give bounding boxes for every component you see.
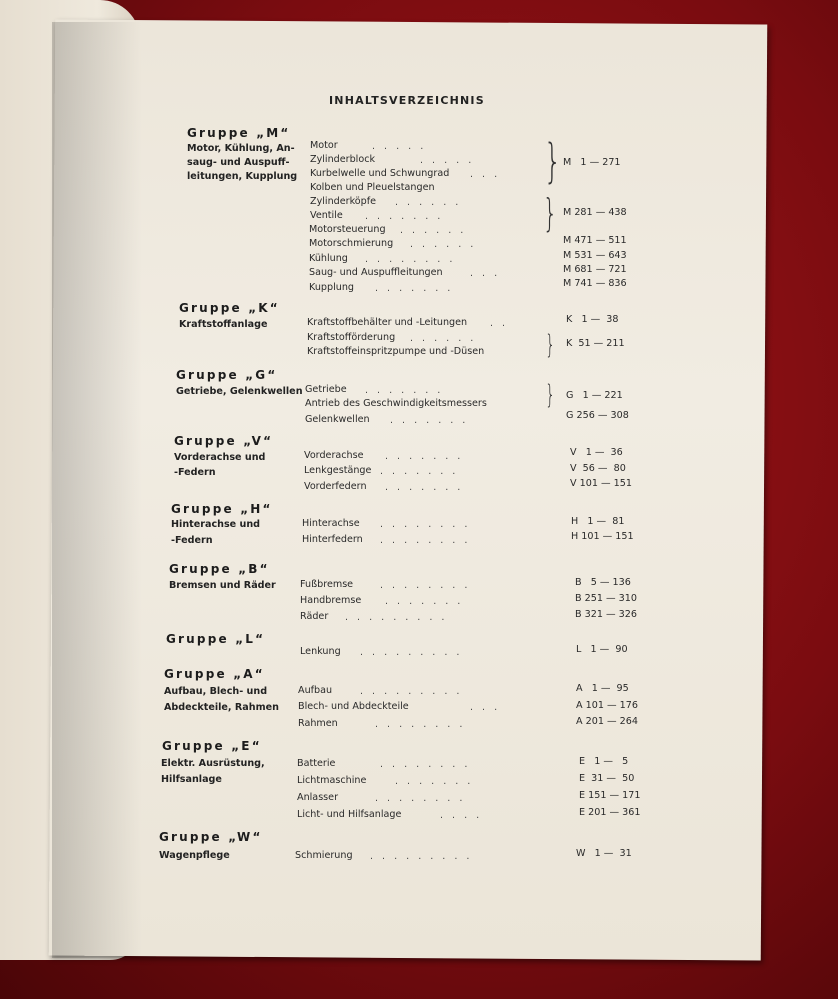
toc-item: Blech- und Abdeckteile bbox=[298, 701, 409, 712]
group-title-k: Gruppe „K“ bbox=[179, 301, 280, 315]
toc-item: Batterie bbox=[297, 758, 336, 769]
leader-dots: ........ bbox=[365, 254, 462, 265]
toc-ref: E 201 — 361 bbox=[579, 807, 641, 818]
toc-ref: B 321 — 326 bbox=[575, 609, 637, 620]
group-desc-w-1: Wagenpflege bbox=[159, 850, 230, 861]
toc-item: Vorderachse bbox=[304, 450, 364, 461]
leader-dots: ..... bbox=[420, 155, 481, 166]
leader-dots: ........ bbox=[380, 580, 477, 591]
toc-item: Vorderfedern bbox=[304, 481, 367, 492]
group-title-g: Gruppe „G“ bbox=[176, 368, 278, 382]
toc-ref: A 101 — 176 bbox=[576, 700, 638, 711]
leader-dots: ....... bbox=[375, 283, 460, 294]
toc-ref: B 251 — 310 bbox=[575, 593, 637, 604]
leader-dots: ....... bbox=[380, 466, 465, 477]
toc-ref: M 531 — 643 bbox=[563, 250, 627, 261]
toc-item: Kraftstoffeinspritzpumpe und -Düsen bbox=[307, 346, 485, 357]
group-desc-h-1: Hinterachse und bbox=[171, 519, 261, 530]
leader-dots: ...... bbox=[410, 333, 483, 344]
leader-dots: ...... bbox=[400, 225, 473, 236]
toc-ref: G 256 — 308 bbox=[566, 410, 629, 421]
toc-ref: A 201 — 264 bbox=[576, 716, 638, 727]
leader-dots: ........ bbox=[380, 535, 477, 546]
toc-item: Saug- und Auspuffleitungen bbox=[309, 267, 443, 278]
toc-item: Lenkgestänge bbox=[304, 465, 372, 476]
group-desc-a-2: Abdeckteile, Rahmen bbox=[164, 702, 279, 713]
group-title-e: Gruppe „E“ bbox=[162, 739, 262, 753]
leader-dots: ........ bbox=[380, 519, 477, 530]
group-title-l: Gruppe „L“ bbox=[166, 632, 266, 646]
brace: } bbox=[545, 380, 556, 410]
toc-item: Zylinderköpfe bbox=[310, 196, 377, 207]
leader-dots: ....... bbox=[365, 211, 450, 222]
leader-dots: .. bbox=[490, 318, 515, 329]
group-desc-e-1: Elektr. Ausrüstung, bbox=[161, 758, 265, 769]
leader-dots: ....... bbox=[395, 776, 480, 787]
group-title-m: Gruppe „M“ bbox=[187, 126, 291, 140]
leader-dots: ... bbox=[470, 268, 507, 279]
toc-item: Räder bbox=[300, 611, 329, 622]
toc-item: Motorschmierung bbox=[309, 238, 394, 249]
toc-ref: M 681 — 721 bbox=[563, 264, 627, 275]
leader-dots: ........ bbox=[380, 759, 477, 770]
toc-ref: B 5 — 136 bbox=[575, 577, 631, 588]
toc-item: Rahmen bbox=[298, 718, 338, 729]
leader-dots: ........ bbox=[375, 793, 472, 804]
toc-item: Kolben und Pleuelstangen bbox=[310, 182, 435, 193]
group-title-w: Gruppe „W“ bbox=[159, 830, 263, 844]
leader-dots: ...... bbox=[410, 239, 483, 250]
leader-dots: ....... bbox=[385, 451, 470, 462]
leader-dots: ......... bbox=[370, 851, 479, 862]
page-title: INHALTSVERZEICHNIS bbox=[329, 94, 485, 107]
leader-dots: ...... bbox=[395, 197, 468, 208]
toc-item: Aufbau bbox=[298, 685, 333, 696]
leader-dots: ....... bbox=[385, 482, 470, 493]
toc-ref: H 101 — 151 bbox=[571, 531, 634, 542]
leader-dots: ......... bbox=[345, 612, 454, 623]
leader-dots: ....... bbox=[390, 415, 475, 426]
group-title-b: Gruppe „B“ bbox=[169, 562, 270, 576]
toc-item: Kraftstofförderung bbox=[307, 332, 396, 343]
toc-item: Lichtmaschine bbox=[297, 775, 367, 786]
group-desc-m-2: saug- und Auspuff- bbox=[187, 157, 290, 168]
group-desc-v-2: -Federn bbox=[174, 467, 216, 478]
group-desc-k-1: Kraftstoffanlage bbox=[179, 319, 268, 330]
toc-item: Anlasser bbox=[297, 792, 339, 803]
toc-ref: E 1 — 5 bbox=[579, 756, 629, 767]
leader-dots: ... bbox=[470, 169, 507, 180]
toc-item: Ventile bbox=[310, 210, 343, 221]
toc-ref: W 1 — 31 bbox=[576, 848, 632, 859]
group-title-h: Gruppe „H“ bbox=[171, 502, 273, 516]
leader-dots: ... bbox=[470, 702, 507, 713]
toc-ref: E 31 — 50 bbox=[579, 773, 635, 784]
toc-item: Handbremse bbox=[300, 595, 362, 606]
toc-ref: V 1 — 36 bbox=[570, 447, 623, 458]
toc-ref: M 1 — 271 bbox=[563, 157, 621, 168]
brace: } bbox=[545, 330, 556, 360]
toc-ref: G 1 — 221 bbox=[566, 390, 623, 401]
toc-item: Hinterachse bbox=[302, 518, 360, 529]
toc-item: Kraftstoffbehälter und -Leitungen bbox=[307, 317, 468, 328]
group-desc-e-2: Hilfsanlage bbox=[161, 774, 222, 785]
toc-item: Antrieb des Geschwindigkeitsmessers bbox=[305, 398, 487, 409]
leader-dots: ......... bbox=[360, 686, 469, 697]
toc-item: Getriebe bbox=[305, 384, 347, 395]
leader-dots: ........ bbox=[375, 719, 472, 730]
brace: } bbox=[542, 191, 558, 235]
toc-item: Licht- und Hilfsanlage bbox=[297, 809, 402, 820]
leader-dots: ..... bbox=[372, 141, 433, 152]
toc-ref: V 56 — 80 bbox=[570, 463, 626, 474]
toc-ref: M 281 — 438 bbox=[563, 207, 627, 218]
toc-item: Motor bbox=[310, 140, 338, 151]
brace: } bbox=[543, 134, 562, 188]
toc-item: Schmierung bbox=[295, 850, 353, 861]
group-desc-v-1: Vorderachse und bbox=[174, 452, 266, 463]
toc-item: Gelenkwellen bbox=[305, 414, 370, 425]
toc-ref: H 1 — 81 bbox=[571, 516, 625, 527]
toc-ref: L 1 — 90 bbox=[576, 644, 628, 655]
toc-ref: E 151 — 171 bbox=[579, 790, 641, 801]
group-desc-m-3: leitungen, Kupplung bbox=[187, 171, 298, 182]
toc-ref: A 1 — 95 bbox=[576, 683, 629, 694]
group-desc-a-1: Aufbau, Blech- und bbox=[164, 686, 268, 697]
leader-dots: ......... bbox=[360, 647, 469, 658]
group-title-v: Gruppe „V“ bbox=[174, 434, 274, 448]
toc-ref: K 1 — 38 bbox=[566, 314, 619, 325]
toc-ref: M 471 — 511 bbox=[563, 235, 627, 246]
leader-dots: .... bbox=[440, 810, 489, 821]
toc-item: Hinterfedern bbox=[302, 534, 363, 545]
group-desc-b-1: Bremsen und Räder bbox=[169, 580, 276, 591]
group-desc-m-1: Motor, Kühlung, An- bbox=[187, 143, 295, 154]
toc-ref: M 741 — 836 bbox=[563, 278, 627, 289]
toc-item: Kurbelwelle und Schwungrad bbox=[310, 168, 450, 179]
toc-item: Fußbremse bbox=[300, 579, 354, 590]
toc-item: Kühlung bbox=[309, 253, 348, 264]
leader-dots: ....... bbox=[365, 385, 450, 396]
toc-ref: K 51 — 211 bbox=[566, 338, 625, 349]
leader-dots: ....... bbox=[385, 596, 470, 607]
group-desc-g-1: Getriebe, Gelenkwellen bbox=[176, 386, 303, 397]
toc-item: Kupplung bbox=[309, 282, 354, 293]
toc-item: Motorsteuerung bbox=[309, 224, 386, 235]
toc-item: Lenkung bbox=[300, 646, 341, 657]
group-title-a: Gruppe „A“ bbox=[164, 667, 265, 681]
group-desc-h-2: -Federn bbox=[171, 535, 213, 546]
toc-ref: V 101 — 151 bbox=[570, 478, 632, 489]
toc-item: Zylinderblock bbox=[310, 154, 376, 165]
